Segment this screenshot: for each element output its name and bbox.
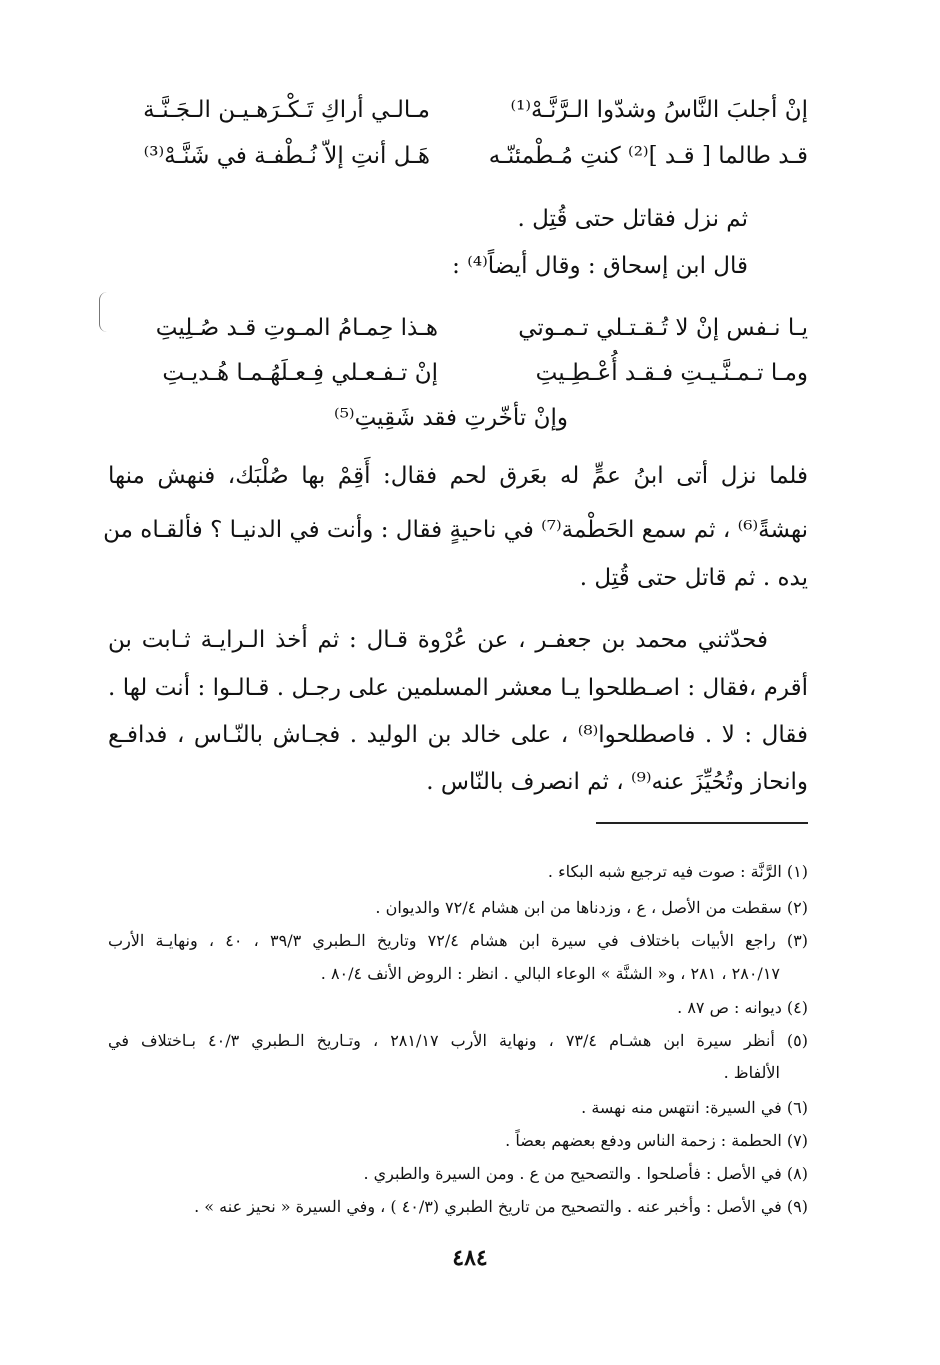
narration-line-2: قال ابن إسحاق : وقال أيضاً⁽⁴⁾ : xyxy=(452,253,748,279)
footnote-1: (١) الرَّنَّة : صوت فيه ترجيع شبه البكاء . xyxy=(547,862,808,881)
footnote-6: (٦) في السيرة: انتهس منه نهسة . xyxy=(581,1098,808,1117)
footnote-7: (٧) الحطمة : زحمة الناس ودفع بعضهم بعضاً . xyxy=(505,1131,808,1150)
poem1-line2-second-hemistich: هَـل أنتِ إلاّ نُـطْفـة في شَنَّـهْ⁽³⁾ xyxy=(143,143,430,169)
poem2-line1-second-hemistich: هـذا حِمـامُ المـوتِ قـد صُـلِيتِ xyxy=(155,315,438,341)
footnote-5-line-2: الألفاظ . xyxy=(723,1063,780,1082)
margin-bracket-mark xyxy=(99,292,110,332)
paragraph1-line-1: فلما نزل أتى ابنُ عمٍّ له بعَرق لحم فقال: أَقِمْ بها صُلْبَك، فنهش منها xyxy=(108,463,808,489)
poem1-line1-second-hemistich: مـالـي أراكِ تَـكْـرَهـيـن الـجَـنَّـة xyxy=(143,97,430,123)
poem2-line3: وإنْ تأخّرتِ فقد شَقِيتِ⁽⁵⁾ xyxy=(334,405,568,431)
footnote-2: (٢) سقطت من الأصل ، ع ، وزدناها من ابن هشام ٧٢/٤ والديوان . xyxy=(375,898,808,917)
paragraph2-line-4: وانحاز وتُحُيِّزَ عنه⁽⁹⁾ ، ثم انصرف بالنّاس . xyxy=(426,769,808,795)
paragraph1-line-3: يده . ثم قاتل حتى قُتِل . xyxy=(579,565,808,591)
footnote-4: (٤) ديوانه : ص ٨٧ . xyxy=(677,998,808,1017)
footnote-5-line-1: (٥) أنظر سيرة ابن هشـام ٧٣/٤ ، ونهاية الأرب ٢٨١/١٧ ، وتـاريخ الـطبري ٤٠/٣ بـاختلاف في xyxy=(108,1031,808,1050)
footnote-3-line-1: (٣) راجع الأبيات باختلاف في سيرة ابن هشام ٧٢/٤ وتاريخ الـطبري ٣٩/٣ ، ٤٠ ، ونهايـة الأرب xyxy=(108,931,809,950)
poem1-line2-first-hemistich: قـد طالما [ قـد ]⁽²⁾ كنتِ مُـطْمئنّـه xyxy=(488,143,808,169)
paragraph1-line-2: نهشةً⁽⁶⁾ ، ثم سمع الحَطْمة⁽⁷⁾ في ناحيةٍ فقال : وأنت في الدنيـا ؟ فألقـاه من xyxy=(103,517,808,543)
paragraph2-line-2: أقرم ،فقال : اصـطلحوا يـا معشر المسلمين على رجـل . قـالـوا : أنت لها . xyxy=(108,675,808,701)
footnote-9: (٩) في الأصل : وأخبر عنه . والتصحيح من تاريخ الطبري (٤٠/٣ ) ، وفي السيرة « نحيز عنه » . xyxy=(194,1197,808,1216)
poem1-line1-first-hemistich: إنْ أجلبَ النَّاسُ وشدّوا الـرَّنَّـهْ⁽¹⁾ xyxy=(510,97,808,123)
paragraph2-line-3: فقال : لا . فاصطلحوا⁽⁸⁾ ، على خالد بن الوليد . فجـاش بالنّـاس ، فدافـع xyxy=(108,722,808,748)
footnote-3-line-2: ٢٨٠/١٧ ، ٢٨١ ، و« الشنَّة » الوعاء البالي . انظر : الروض الأنف ٨٠/٤ . xyxy=(320,964,780,983)
page-number: ٤٨٤ xyxy=(452,1245,488,1271)
poem2-line2-second-hemistich: إنْ تـفـعـلي فِـعـلَهُـمـا هُـديـتِ xyxy=(162,360,438,386)
narration-line-1: ثم نزل فقاتل حتى قُتِل . xyxy=(517,206,748,232)
footnote-8: (٨) في الأصل : فأصلحوا . والتصحيح من ع . ومن السيرة والطبري . xyxy=(363,1164,808,1183)
poem2-line2-first-hemistich: ومـا تـمـنَّـيـتِ فـقـد أُعْـطِـيتِ xyxy=(535,360,808,386)
footnote-separator xyxy=(596,822,808,824)
poem2-line1-first-hemistich: يـا نـفس إنْ لا تُـقـتـلي تـمـوتي xyxy=(518,315,808,341)
paragraph2-line-1: فحدّثني محمد بن جعفـر ، عن عُرْوة قـال : ثم أخذ الـرايـة ثـابت بن xyxy=(108,627,768,653)
